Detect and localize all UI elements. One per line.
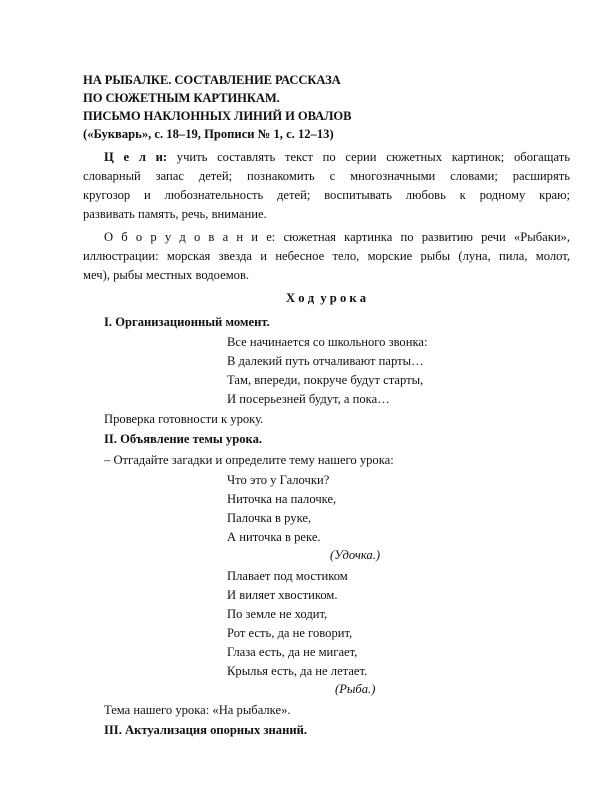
riddle-2-line-2: И виляет хвостиком. (227, 588, 338, 602)
riddle-2-line-4: Рот есть, да не говорит, (227, 626, 353, 640)
section-2-intro: – Отгадайте загадки и определите тему нашего урока: (104, 453, 394, 467)
title-line-3: ПИСЬМО НАКЛОННЫХ ЛИНИЙ И ОВАЛОВ (83, 109, 352, 123)
poem-line-2: В далекий путь отчаливают парты… (227, 354, 424, 368)
poem-line-1: Все начинается со школьного звонка: (227, 335, 428, 349)
riddle-1-line-4: А ниточка в реке. (227, 530, 321, 544)
riddle-1-answer: (Удочка.) (330, 548, 381, 562)
equipment-text-1: сюжетная картинка по развитию речи «Рыбаки», (283, 230, 570, 244)
section-2-heading: II. Объявление темы урока. (104, 432, 263, 446)
riddle-2-line-6: Крылья есть, да не летает. (227, 664, 368, 678)
section-1-heading: I. Организационный момент. (104, 315, 270, 329)
equipment-line-3: меч), рыбы местных водоемов. (83, 268, 250, 282)
riddle-2-answer: (Рыба.) (335, 682, 376, 696)
goals-line-2: словарный запас детей; познакомить с многозначными словами; расширять (83, 169, 570, 183)
riddle-1-line-2: Ниточка на палочке, (227, 492, 337, 506)
section-3-heading: III. Актуализация опорных знаний. (104, 723, 307, 737)
riddle-2-line-5: Глаза есть, да не мигает, (227, 645, 358, 659)
goals-line-1 (104, 149, 570, 165)
title-line-2: ПО СЮЖЕТНЫМ КАРТИНКАМ. (83, 91, 280, 105)
riddle-2-line-3: По земле не ходит, (227, 607, 328, 621)
poem-line-4: И посерьезней будут, а пока… (227, 392, 390, 406)
riddle-2-line-1: Плавает под мостиком (227, 569, 348, 583)
goals-line-4: развивать память, речь, внимание. (83, 207, 267, 221)
goals-text-1: учить составлять текст по серии сюжетных картинок; обогащать (176, 150, 570, 164)
equipment-line-1 (104, 229, 570, 245)
equipment-line-2: иллюстрации: морская звезда и небесное тело, морские рыбы (луна, пила, молот, (83, 249, 570, 263)
title-source: («Букварь», с. 18–19, Прописи № 1, с. 12–13) (83, 127, 334, 141)
goals-line-3: кругозор и любознательность детей; воспитывать любовь к родному краю; (83, 188, 570, 202)
riddle-1-line-1: Что это у Галочки? (227, 473, 330, 487)
lesson-topic: Тема нашего урока: «На рыбалке». (104, 703, 291, 717)
riddle-1-line-3: Палочка в руке, (227, 511, 312, 525)
goals-label: Ц е л и: (104, 150, 168, 164)
title-line-1: НА РЫБАЛКЕ. СОСТАВЛЕНИЕ РАССКАЗА (83, 73, 341, 87)
section-1-after: Проверка готовности к уроку. (104, 412, 264, 426)
equipment-label: О б о р у д о в а н и е: (104, 230, 276, 244)
lesson-heading: Х о д у р о к а (286, 291, 367, 305)
poem-line-3: Там, впереди, покруче будут старты, (227, 373, 424, 387)
